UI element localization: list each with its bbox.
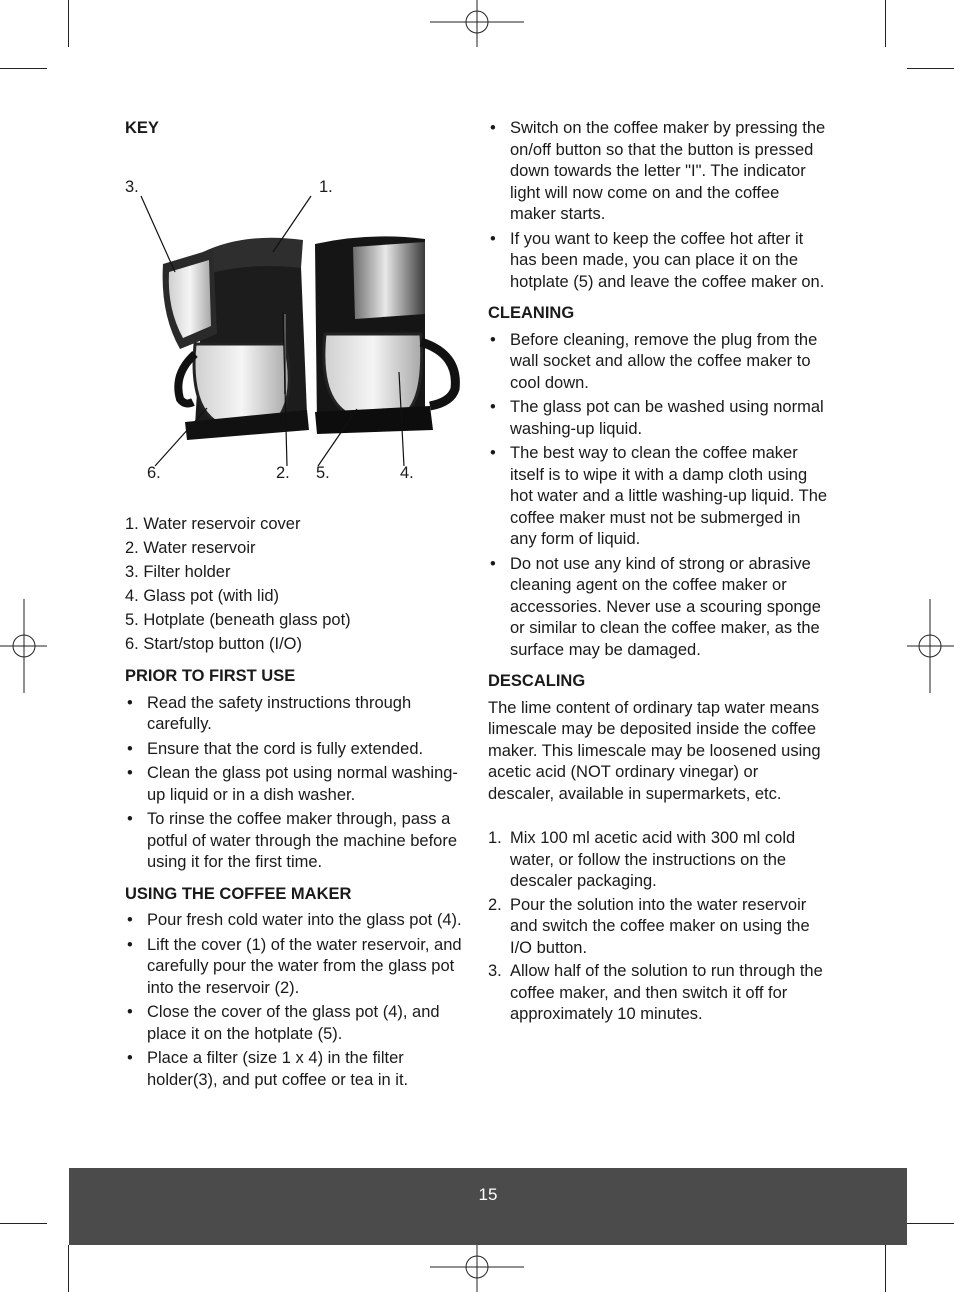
crop-mark [0,68,47,69]
registration-mark-right [907,599,954,693]
step-item [488,895,828,960]
using-list-continued [488,118,828,293]
crop-mark [68,0,69,47]
registration-mark-top [430,0,524,47]
list-item: • Clean the glass pot using normal washing-up liquid or in a dish washer. [125,763,465,806]
figure-label-5: 5. [316,463,330,482]
key-item: 2. Water reservoir [125,538,256,557]
list-item: • Before cleaning, remove the plug from the wall socket and allow the coffee maker to cool down. [488,330,828,395]
list-item: • Pour fresh cold water into the glass pot (4). [125,910,465,932]
crop-mark [0,1223,47,1224]
step-text: Mix 100 ml acetic acid with 300 ml cold water, or follow the instructions on the descaler packaging. [510,829,796,890]
crop-mark [885,1245,886,1292]
list-item: • Close the cover of the glass pot (4), and place it on the hotplate (5). [125,1002,465,1045]
descaling-heading: DESCALING [488,672,586,690]
figure-label-4: 4. [400,463,414,482]
key-item: 3. Filter holder [125,562,231,581]
list-item: • Read the safety instructions through carefully. [125,693,465,736]
registration-mark-left [0,599,47,693]
cleaning-list [488,330,828,662]
step-item [488,961,828,1026]
step-item [488,828,828,893]
prior-heading: PRIOR TO FIRST USE [125,667,296,685]
key-item: 4. Glass pot (with lid) [125,586,280,605]
figure-label-3: 3. [125,177,139,196]
figure-label-6: 6. [147,463,161,482]
list-item: • Lift the cover (1) of the water reservoir, and carefully pour the water from the glass pot into the reservoir (2). [125,935,465,1000]
page-number: 15 [478,1185,498,1204]
figure-label-2: 2. [276,463,290,482]
step-number: 2. [488,895,502,914]
step-number: 1. [488,829,502,847]
using-heading: USING THE COFFEE MAKER [125,884,352,903]
figure-label-1: 1. [319,177,333,196]
key-item: 5. Hotplate (beneath glass pot) [125,610,351,629]
key-item: 6. Start/stop button (I/O) [125,634,302,653]
list-item: • The best way to clean the coffee maker itself is to wipe it with a damp cloth using hot water and a little washing-up liquid. The coffee maker must not be submerged in any form of liquid. [488,443,828,551]
key-heading: KEY [125,119,159,137]
cleaning-heading: CLEANING [488,304,575,322]
prior-list [125,693,465,874]
list-item: • Do not use any kind of strong or abrasive cleaning agent on the coffee maker or accessories. Never use a scouring sponge or similar to clean the coffee maker, as the surface may be damaged. [488,554,828,662]
crop-mark [907,1223,954,1224]
left-column [125,118,465,1094]
crop-mark [907,68,954,69]
list-item: • If you want to keep the coffee hot after it has been made, you can place it on the hotplate (5) and leave the coffee maker on. [488,229,828,294]
descaling-steps [488,828,828,1026]
key-item: 1. Water reservoir cover [125,514,301,533]
step-text: Allow half of the solution to run through the coffee maker, and then switch it off for approximately 10 minutes. [510,962,823,1023]
list-item: • Switch on the coffee maker by pressing the on/off button so that the button is pressed down towards the letter "I". The indicator light will now come on and the coffee maker starts. [488,118,828,226]
using-list [125,910,465,1091]
step-number: 3. [488,962,502,980]
list-item: • Ensure that the cord is fully extended. [125,739,465,761]
right-column [488,118,828,1028]
crop-mark [68,1245,69,1292]
list-item: • To rinse the coffee maker through, pass a potful of water through the machine before using it for the first time. [125,809,465,874]
registration-mark-bottom [430,1245,524,1292]
key-list [125,514,465,656]
crop-mark [885,0,886,47]
descaling-paragraph: The lime content of ordinary tap water means limescale may be deposited inside the coffee maker. This limescale may be loosened using acetic acid (NOT ordinary vinegar) or descaler, available in supermarkets, etc. [488,698,821,803]
coffee-maker-figure [125,144,465,514]
list-item: • The glass pot can be washed using normal washing-up liquid. [488,397,828,440]
page-footer [69,1168,907,1245]
list-item: • Place a filter (size 1 x 4) in the filter holder(3), and put coffee or tea in it. [125,1048,465,1091]
coffee-maker-illustration [125,144,465,474]
step-text: Pour the solution into the water reservoir and switch the coffee maker on using the I/O button. [510,895,810,957]
